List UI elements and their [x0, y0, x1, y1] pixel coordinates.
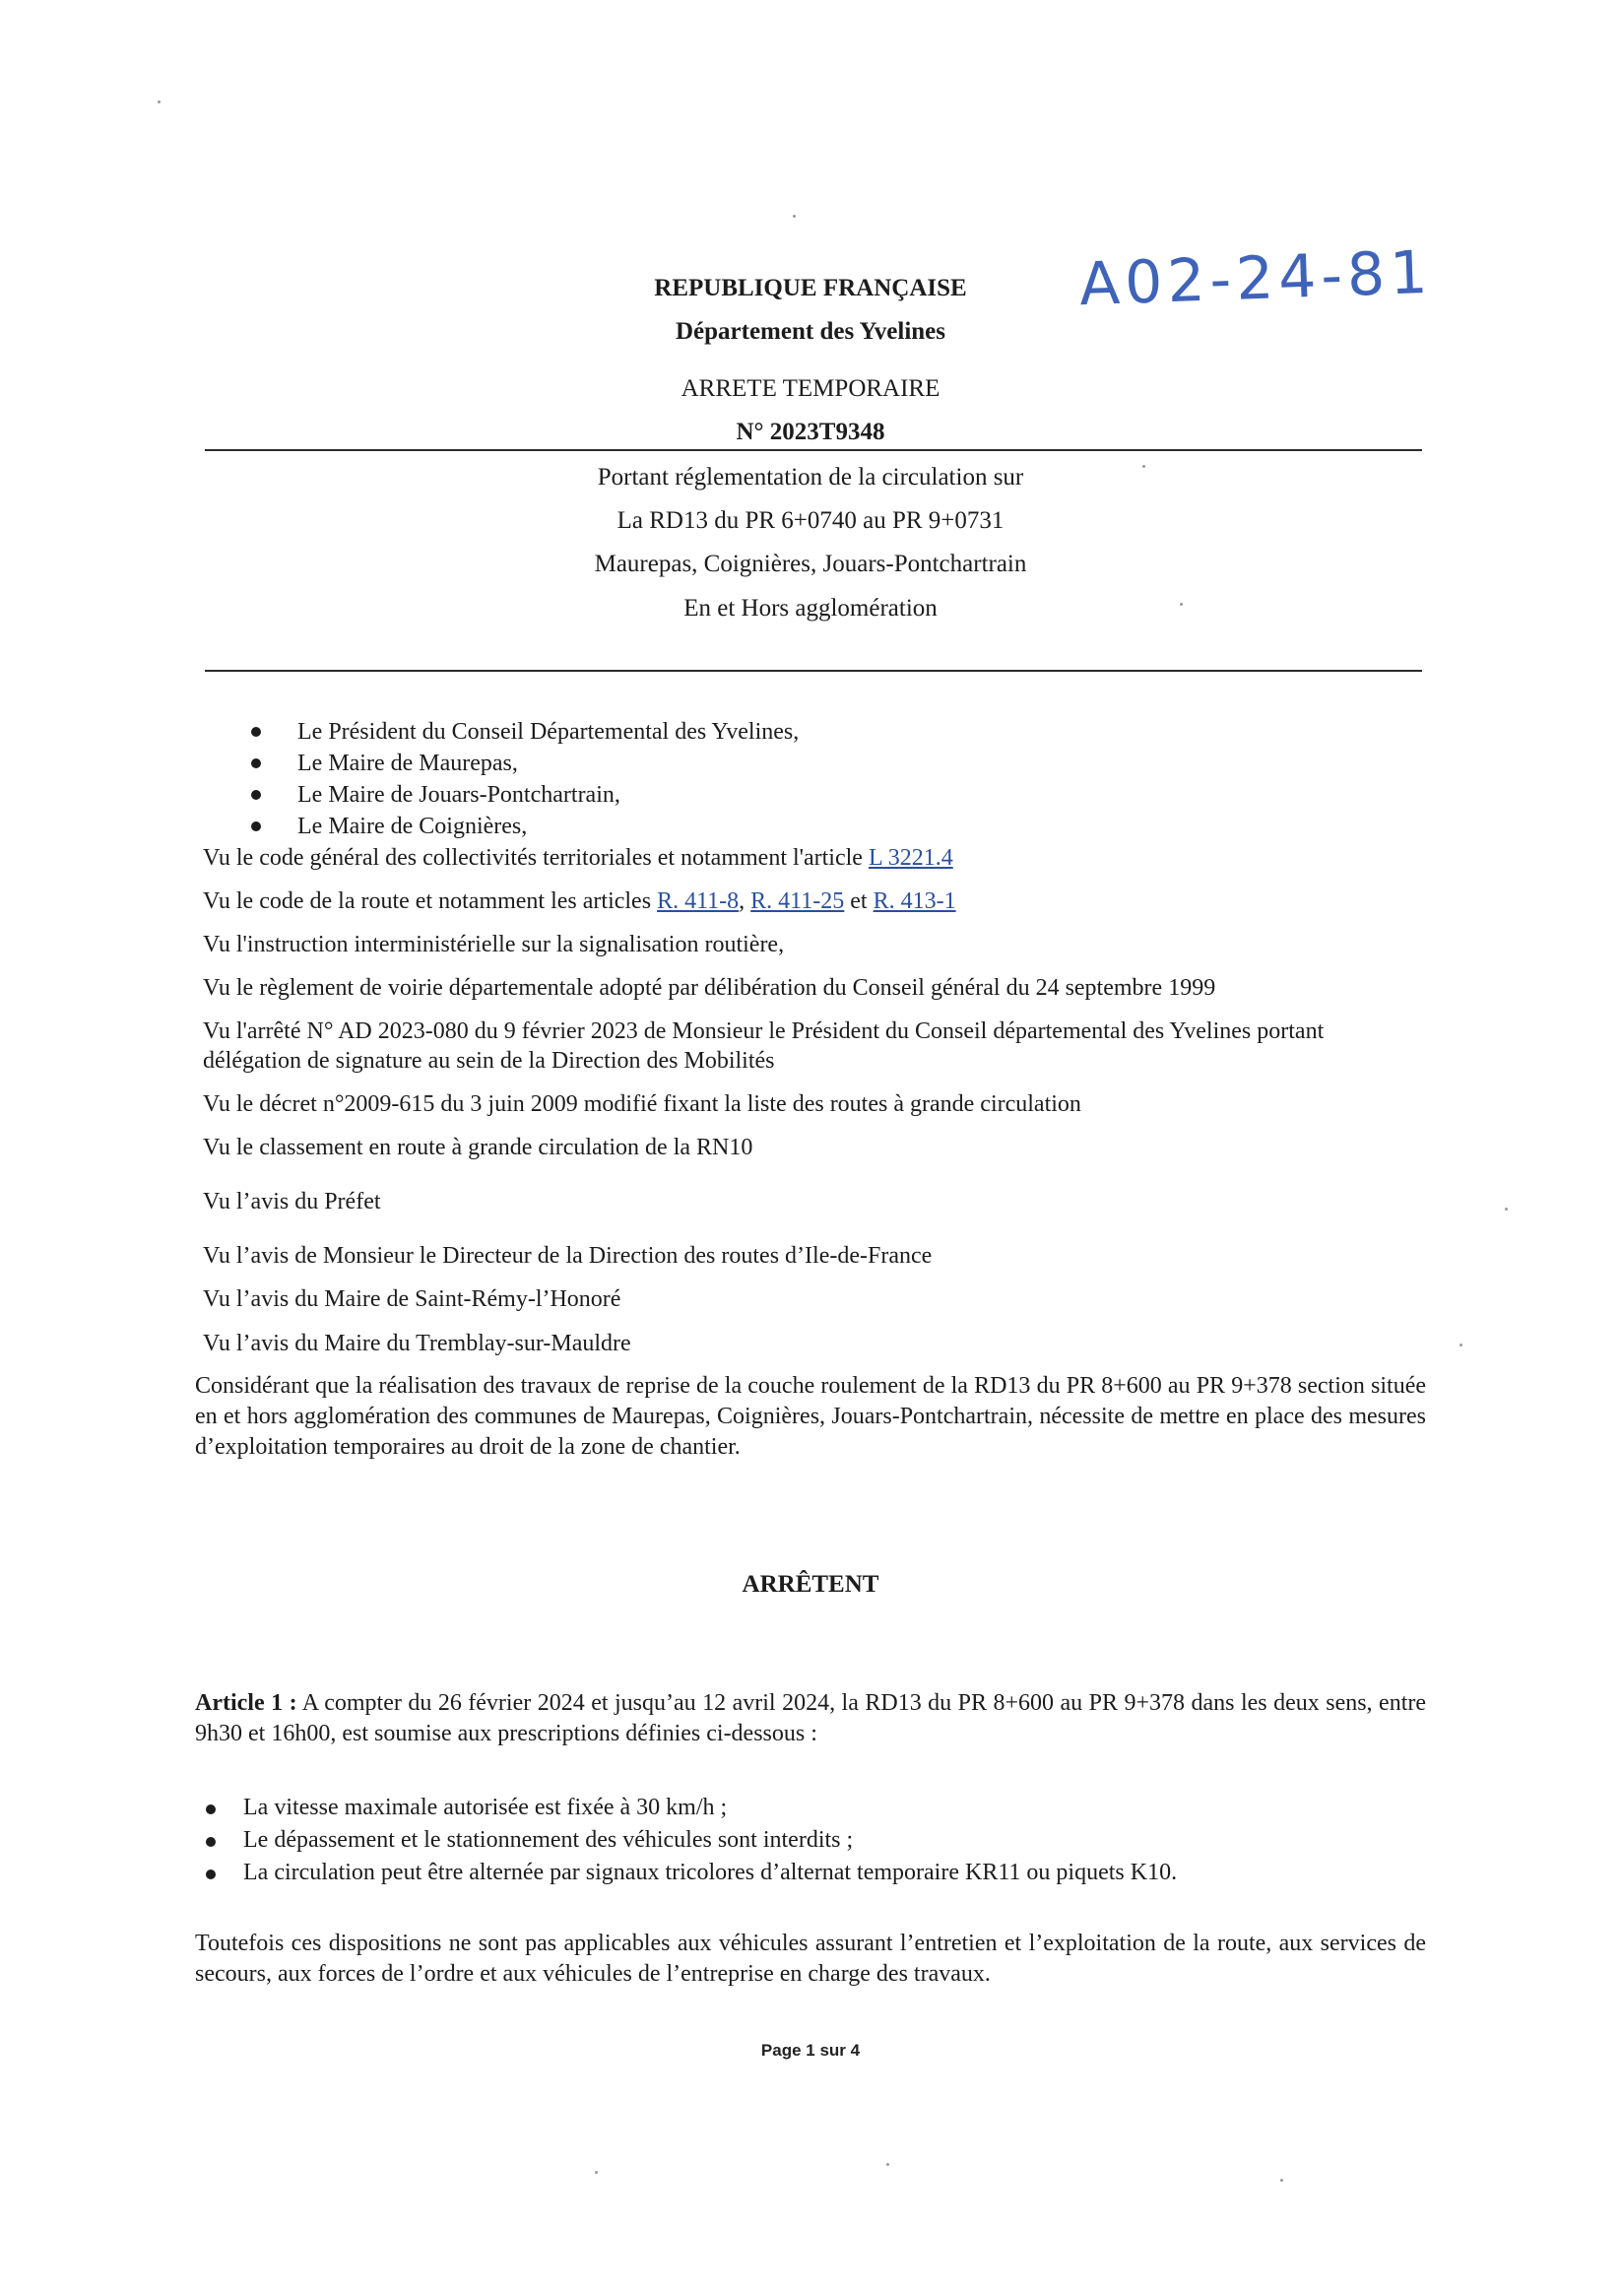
article-1-item-alternating: La circulation peut être alternée par signaux tricolores d’alternat temporaire KR11 ou piquets K10. — [243, 1860, 1178, 1885]
header-divider-top — [205, 449, 1422, 451]
link-r413-1[interactable]: R. 413-1 — [873, 888, 956, 914]
subject-line-1: Portant réglementation de la circulation sur — [597, 464, 1024, 491]
vu-arrete-line-2: délégation de signature au sein de la Direction des Mobilités — [203, 1048, 775, 1074]
page-number: Page 1 sur 4 — [760, 2041, 861, 2060]
doc-type-heading: ARRETE TEMPORAIRE — [681, 375, 940, 402]
scan-speck — [1505, 1208, 1508, 1211]
bullet-icon — [251, 727, 261, 737]
considerant-paragraph: Considérant que la réalisation des travaux de reprise de la couche roulement de la RD13 du PR 8+600 au PR 9+378 section située en et hors agglomération des communes de Maurepas, Coignières, Jouars-Pontchartrain, nécessite de mettre en place des mesures d’exploitation temporaires au droit de la zone de chantier. — [195, 1373, 1426, 1460]
article-1-text: A compter du 26 février 2024 et jusqu’au 12 avril 2024, la RD13 du PR 8+600 au PR 9+378 dans les deux sens, entre 9h30 et 16h00, est soumise aux prescriptions définies ci-dessous : — [195, 1690, 1427, 1746]
authority-maire-coignieres: Le Maire de Coignières, — [297, 814, 528, 839]
link-l3221-4[interactable]: L 3221.4 — [868, 845, 953, 871]
scan-speck — [1142, 465, 1145, 468]
authority-maire-jouars: Le Maire de Jouars-Pontchartrain, — [297, 782, 620, 808]
separator: et — [844, 888, 874, 914]
bullet-icon — [251, 758, 261, 768]
separator: , — [739, 888, 746, 914]
vu-maire-st-remy: Vu l’avis du Maire de Saint-Rémy-l’Honoré — [203, 1286, 621, 1312]
scan-speck — [1459, 1344, 1462, 1346]
vu-instruction: Vu l'instruction interministérielle sur la signalisation routière, — [203, 932, 785, 957]
bullet-icon — [251, 821, 261, 831]
bullet-icon — [251, 790, 261, 800]
bullet-icon — [206, 1870, 216, 1879]
vu-classement: Vu le classement en route à grande circulation de la RN10 — [203, 1135, 753, 1160]
authority-president: Le Président du Conseil Départemental des Yvelines, — [297, 719, 800, 745]
scan-speck — [158, 100, 161, 103]
arrete-number: N° 2023T9348 — [736, 419, 885, 445]
article-1-label: Article 1 : — [195, 1690, 297, 1716]
vu-cgct-text: Vu le code général des collectivités territoriales et notamment l'article — [203, 845, 863, 871]
department-heading: Département des Yvelines — [675, 318, 946, 345]
article-1-item-speed: La vitesse maximale autorisée est fixée à 30 km/h ; — [243, 1795, 728, 1820]
scan-speck — [1180, 603, 1183, 606]
bullet-icon — [206, 1804, 216, 1814]
link-r411-8[interactable]: R. 411-8 — [657, 888, 740, 914]
vu-route-text: Vu le code de la route et notamment les articles — [203, 888, 652, 914]
subject-line-4: En et Hors agglomération — [683, 595, 938, 622]
vu-maire-tremblay: Vu l’avis du Maire du Tremblay-sur-Mauldre — [203, 1331, 631, 1356]
article-1-exception: Toutefois ces dispositions ne sont pas applicables aux véhicules assurant l’entretien et l’exploitation de la route, aux services de secours, aux forces de l’ordre et aux véhicules de l’entreprise en charge des travaux. — [195, 1931, 1426, 1987]
scan-speck — [1280, 2179, 1283, 2182]
arretent-heading: ARRÊTENT — [742, 1571, 879, 1598]
subject-line-3: Maurepas, Coignières, Jouars-Pontchartrain — [594, 551, 1027, 577]
vu-reglement: Vu le règlement de voirie départementale adopté par délibération du Conseil général du 24 septembre 1999 — [203, 975, 1216, 1001]
scan-speck — [595, 2171, 598, 2174]
header-divider-bottom — [205, 670, 1422, 672]
authority-maire-maurepas: Le Maire de Maurepas, — [297, 751, 518, 776]
vu-directeur: Vu l’avis de Monsieur le Directeur de la Direction des routes d’Ile-de-France — [203, 1243, 933, 1269]
link-r411-25[interactable]: R. 411-25 — [750, 888, 845, 914]
article-1-paragraph — [195, 1688, 1426, 1749]
article-1-item-overtaking: Le dépassement et le stationnement des véhicules sont interdits ; — [243, 1827, 854, 1853]
vu-cgct — [203, 843, 953, 873]
vu-decret: Vu le décret n°2009-615 du 3 juin 2009 modifié fixant la liste des routes à grande circulation — [203, 1091, 1081, 1117]
vu-code-route — [203, 886, 956, 916]
vu-arrete-line-1: Vu l'arrêté N° AD 2023-080 du 9 février 2023 de Monsieur le Président du Conseil départemental des Yvelines portant — [203, 1018, 1325, 1044]
subject-line-2: La RD13 du PR 6+0740 au PR 9+0731 — [616, 507, 1005, 534]
scan-speck — [793, 215, 796, 218]
handwritten-reference: A02-24-81 — [1077, 237, 1434, 320]
scan-speck — [886, 2163, 889, 2166]
bullet-icon — [206, 1837, 216, 1847]
vu-prefet: Vu l’avis du Préfet — [203, 1189, 381, 1214]
republic-heading: REPUBLIQUE FRANÇAISE — [654, 275, 967, 301]
